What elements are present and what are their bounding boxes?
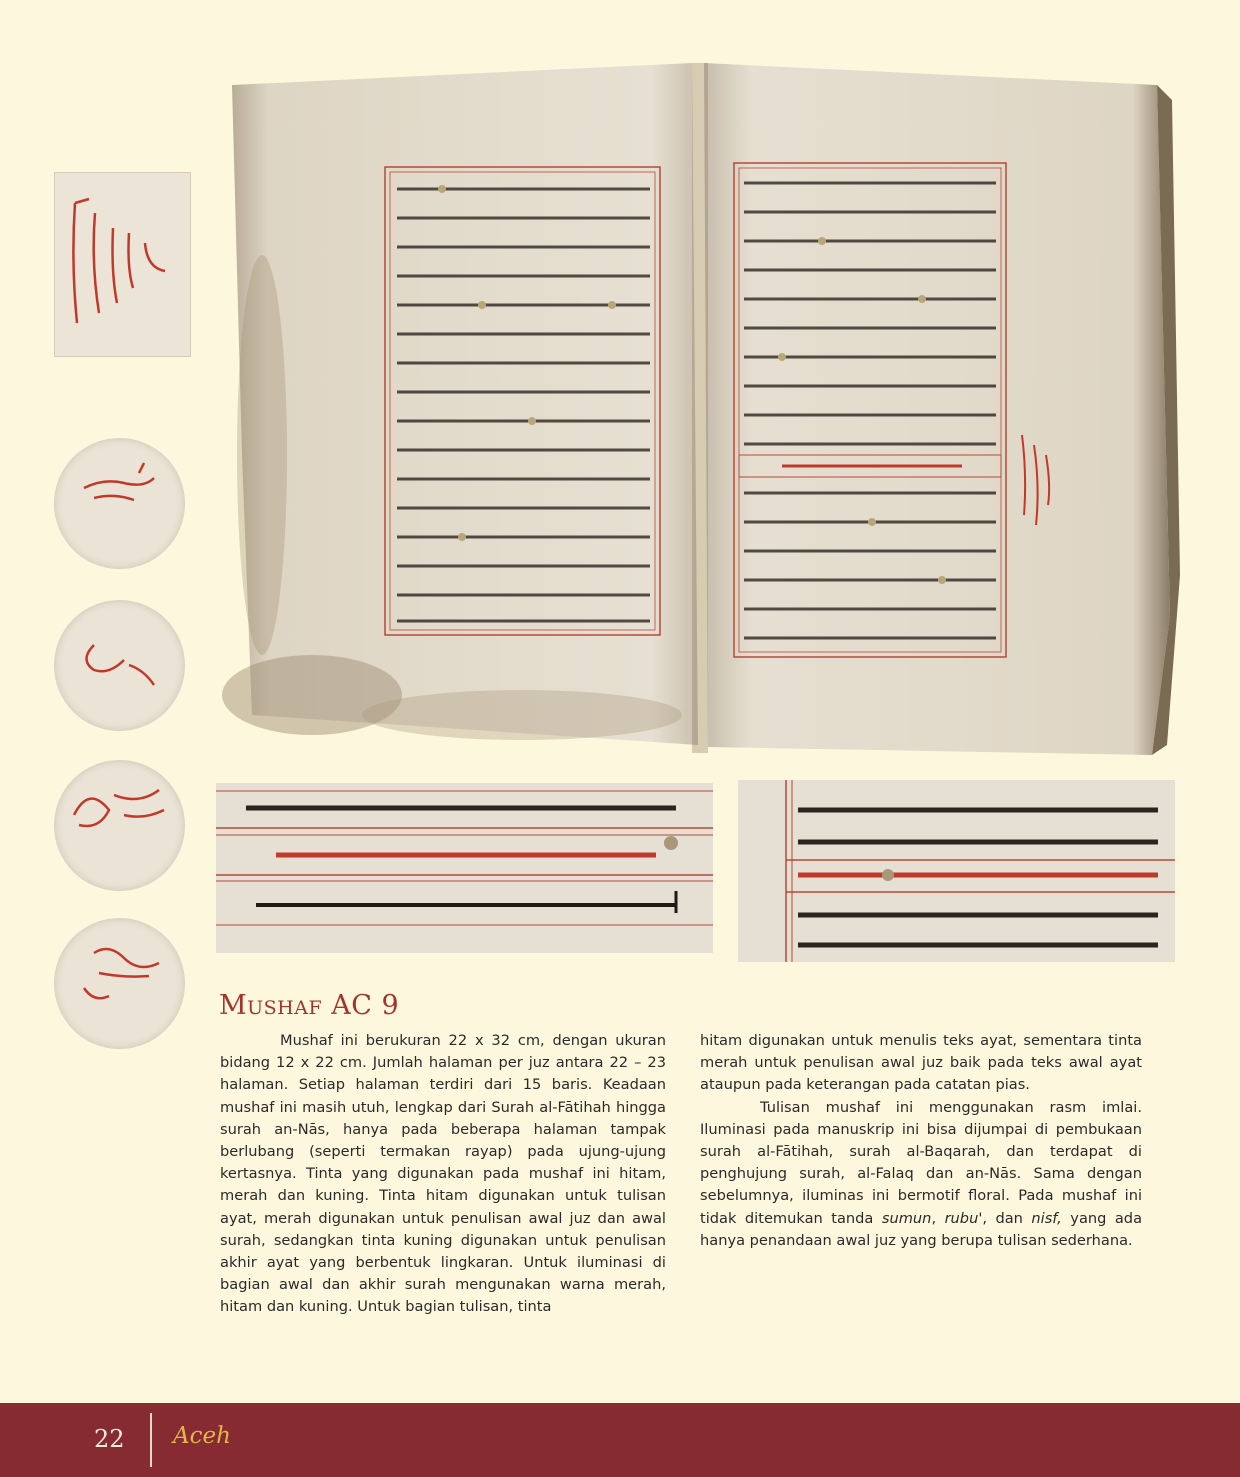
text-column-right [700,1030,1142,1252]
marginal-note-detail-image [54,172,191,357]
manuscript-photo [222,55,1182,760]
paragraph: hitam digunakan untuk menulis teks ayat, sementara tinta merah untuk penulisan awal juz baik pada teks awal ayat ataupun pada keterangan pada catatan pias. [700,1032,1142,1094]
page-footer [0,1403,1240,1477]
juz-marker-detail-3 [54,760,185,891]
surah-header-detail-image [216,783,713,953]
paragraph [700,1097,1142,1252]
text-column-left [220,1030,666,1319]
juz-start-detail-image [738,780,1175,962]
paragraph-text: , dan [982,1209,1032,1227]
juz-marker-detail-4 [54,918,185,1049]
paragraph-text: yang ada hanya penandaan awal juz yang berupa tulisan sederhana. [700,1209,1143,1249]
page-number: 22 [94,1425,125,1453]
juz-marker-detail-2 [54,600,185,731]
footer-divider [150,1413,152,1467]
term-sumun: sumun [881,1209,932,1227]
juz-marker-detail-1 [54,438,185,569]
paragraph-text: Tulisan mushaf ini menggunakan rasm imlai. Iluminasi pada manuskrip ini bisa dijumpai di pembukaan surah al-Fātihah, surah al-Baqarah, dan terdapat di penghujung surah, al-Falaq dan an-Nās. Sama dengan sebelumnya, iluminas ini bermotif floral. Pada mushaf ini tidak ditemukan tanda [700,1098,1142,1227]
paragraph-text: , [931,1209,945,1227]
term-rubu: rubu' [944,1209,983,1227]
article-heading: Mushaf AC 9 [219,990,400,1021]
publication-brand: Aceh [173,1423,231,1449]
term-nisf: nisf, [1031,1209,1062,1227]
paragraph: Mushaf ini berukuran 22 x 32 cm, dengan ukuran bidang 12 x 22 cm. Jumlah halaman per juz antara 22 – 23 halaman. Setiap halaman terdiri dari 15 baris. Keadaan mushaf ini masih utuh, lengkap dari Surah al-Fātihah hingga surah an-Nās, hanya pada beberapa halaman tampak berlubang (seperti termakan rayap) pada ujung-ujung kertasnya. Tinta yang digunakan pada mushaf ini hitam, merah dan kuning. Tinta hitam digunakan untuk tulisan ayat, merah digunakan untuk penulisan awal juz dan awal surah, sedangkan tinta kuning digunakan untuk penulisan akhir ayat yang berbentuk lingkaran. Untuk iluminasi di bagian awal dan akhir surah mengunakan warna merah, hitam dan kuning. Untuk bagian tulisan, tinta [220,1032,666,1316]
